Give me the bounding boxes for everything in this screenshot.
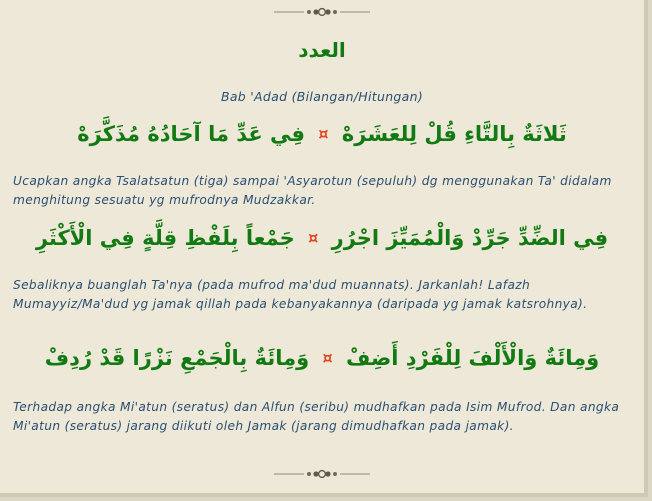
verse-separator-icon: ¤ <box>318 124 329 143</box>
arabic-verse-1 <box>0 122 644 146</box>
explanation-paragraph-2: Sebaliknya buanglah Ta'nya (pada mufrod ma'dud muannats). Jarkanlah! Lafazh Mumayyiz/Ma'dud yg jamak qillah pada kebanyakannya (daripada yg jamak katsrohnya). <box>13 278 588 311</box>
verse-separator-icon: ¤ <box>322 348 333 367</box>
verse-2-left-hemistich: جَمْعاً بِلَفْظِ قِلَّةٍ فِي الْأَكْثَرِ <box>35 226 295 250</box>
verse-3-left-hemistich: وَمِائَةٌ بِالْجَمْعِ نَزْرًا قَدْ رُدِفْ <box>44 346 310 370</box>
verse-1-left-hemistich: فِي عَدِّ مَا آحَادُهُ مُذَكَّرَهْ <box>77 122 306 146</box>
verse-1-right-hemistich: ثَلاثَةٌ بِالتَّاءِ قُلْ لِلعَشَرَهْ <box>341 122 567 146</box>
explanation-paragraph-3: Terhadap angka Mi'atun (seratus) dan Alfun (seribu) mudhafkan pada Isim Mufrod. Dan angka Mi'atun (seratus) jarang diikuti oleh Jamak (jarang dimudhafkan pada jamak). <box>13 400 620 433</box>
verse-3-right-hemistich: وَمِائَةٌ وَالْأَلْفَ لِلْفَرْدِ أَضِفْ <box>346 346 600 370</box>
verse-separator-icon: ¤ <box>308 228 319 247</box>
arabic-verse-2 <box>0 226 644 250</box>
ornament-divider-bottom <box>0 467 644 481</box>
verse-2-right-hemistich: فِي الضِّدِّ جَرِّدْ وَالْمُمَيِّزَ اجْرُرِ <box>331 226 609 250</box>
explanation-paragraph-1: Ucapkan angka Tsalatsatun (tiga) sampai 'Asyarotun (sepuluh) dg menggunakan Ta' didalam menghitung sesuatu yg mufrodnya Mudzakkar. <box>13 174 612 207</box>
page-title: العدد <box>298 38 346 62</box>
ornament-divider-top <box>0 5 644 19</box>
arabic-verse-3 <box>0 346 644 370</box>
page-subtitle: Bab 'Adad (Bilangan/Hitungan) <box>220 89 424 104</box>
